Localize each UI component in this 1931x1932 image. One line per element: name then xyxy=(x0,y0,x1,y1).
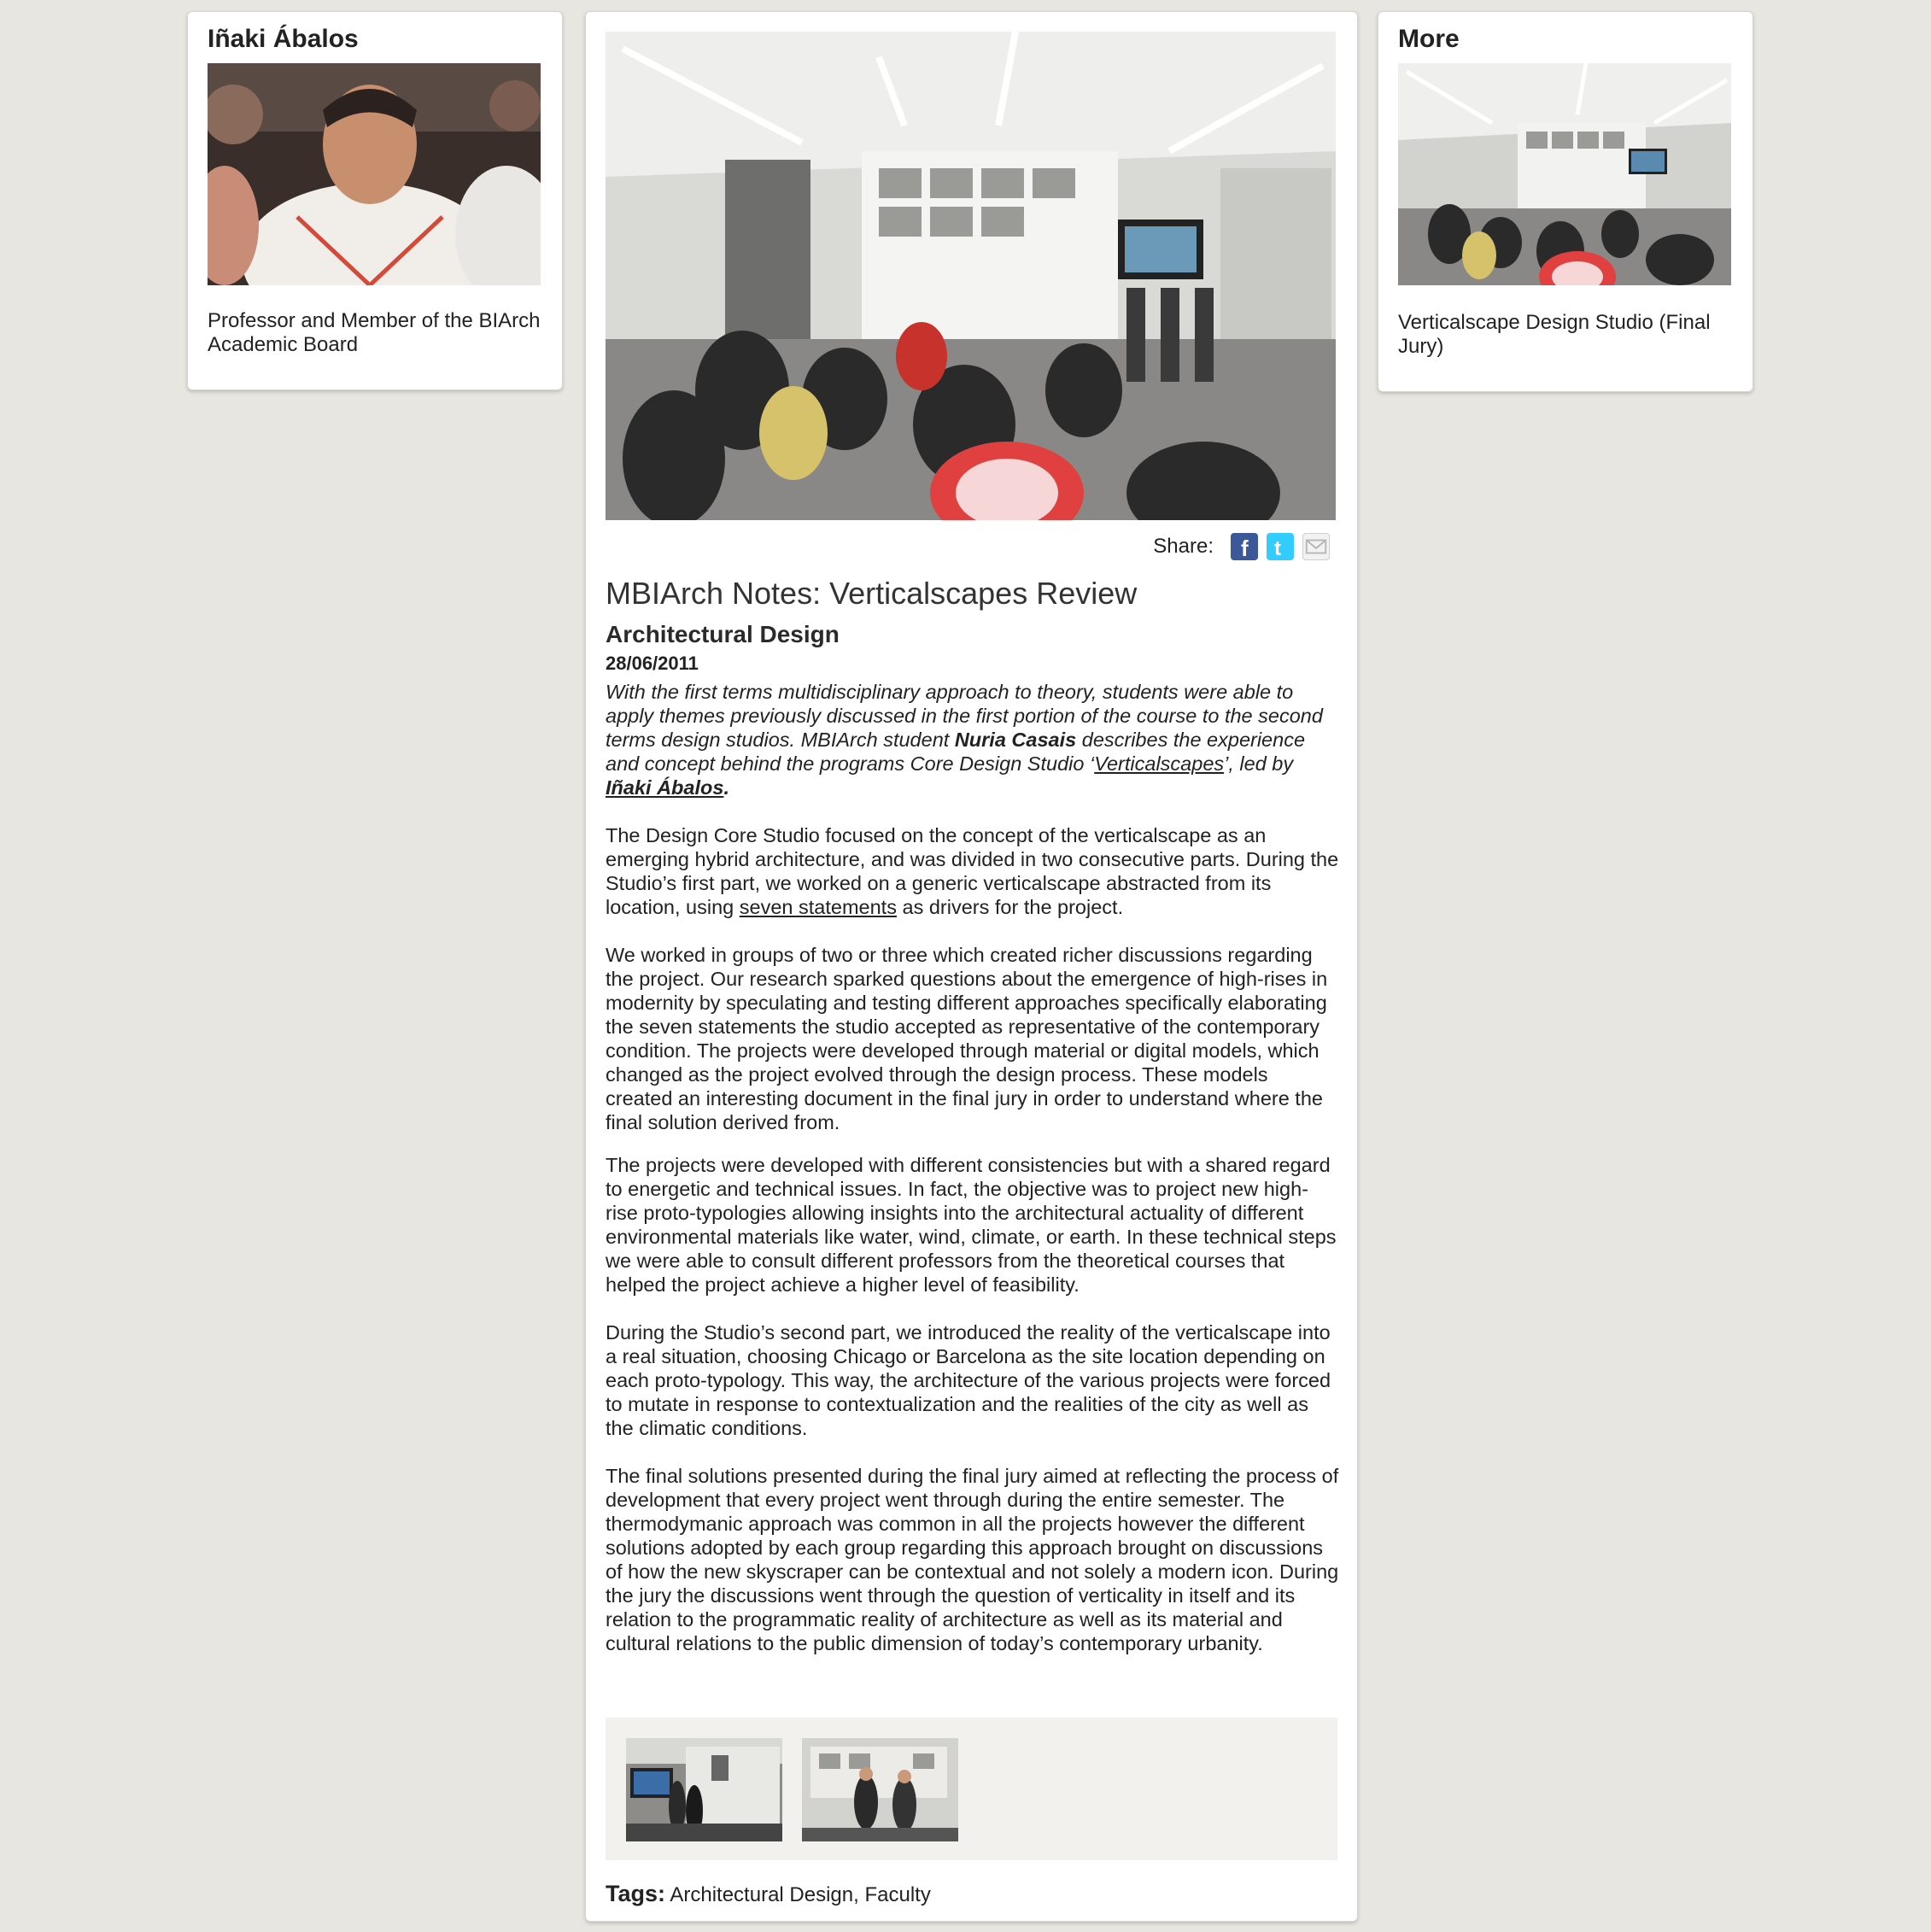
tags-label: Tags: xyxy=(606,1881,666,1906)
svg-text:t: t xyxy=(1274,537,1281,560)
more-caption[interactable]: Verticalscape Design Studio (Final Jury) xyxy=(1398,311,1711,358)
tag-separator: , xyxy=(853,1883,865,1906)
svg-text:f: f xyxy=(1241,536,1249,560)
tag-link[interactable]: Faculty xyxy=(864,1883,931,1906)
gallery-thumbnail[interactable] xyxy=(626,1738,782,1841)
article-body xyxy=(606,576,1340,1679)
twitter-icon[interactable] xyxy=(1267,533,1294,560)
tag-link[interactable]: Architectural Design xyxy=(670,1883,854,1906)
more-title: More xyxy=(1398,25,1460,53)
gallery-thumbnail[interactable] xyxy=(802,1738,958,1841)
paragraph-text: as drivers for the project. xyxy=(896,896,1124,918)
article-title: MBIArch Notes: Verticalscapes Review xyxy=(606,576,1138,611)
studio-review-image xyxy=(606,32,1336,520)
paragraph-2: We worked in groups of two or three which created richer discussions regarding the project. Our research sparked questions about the emergence of high-rises in modernity by speculating and testing different approaches specifically elaborating the seven statements the studio accepted as representative of the contemporary condition. The projects were developed through material or digital models, which changed as the project evolved through the design process. These models created an interesting document in the final jury in order to understand where the final solution derived from. xyxy=(606,944,1328,1133)
profile-photo[interactable] xyxy=(208,63,541,285)
gallery-image xyxy=(626,1738,782,1841)
gallery-image xyxy=(802,1738,958,1841)
photo-gallery xyxy=(606,1718,1337,1860)
paragraph-1 xyxy=(606,823,1340,919)
article-date: 28/06/2011 xyxy=(606,653,699,674)
article-intro xyxy=(606,680,1340,799)
intro-text: ’, led by xyxy=(1224,752,1294,775)
author-link[interactable]: Iñaki Ábalos xyxy=(606,776,724,799)
profile-card xyxy=(187,11,563,390)
profile-name[interactable]: Iñaki Ábalos xyxy=(208,25,359,53)
email-icon[interactable] xyxy=(1302,533,1330,560)
paragraph-3: The projects were developed with different consistencies but with a shared regard to energetic and technical issues. In fact, the objective was to project new high-rise proto-typologies allowing insights into the architectural actuality of different environmental materials like water, wind, climate, or earth. In these technical steps we were able to consult different professors from the theoretical courses that helped the project achieve a higher level of feasibility. xyxy=(606,1154,1337,1296)
intro-text: With the first terms multidisciplinary approach to theory, students were able to apply themes previously discussed in the first portion of the course to the second terms design studios. MBIArch student xyxy=(606,681,1323,751)
tags-line xyxy=(606,1881,931,1907)
portrait-image xyxy=(208,63,541,285)
student-name: Nuria Casais xyxy=(954,729,1077,751)
paragraph-4: During the Studio’s second part, we introduced the reality of the verticalscape into a real situation, choosing Chicago or Barcelona as the site location depending on each proto-typology. This way, the architecture of the various projects were forced to mutate in response to contextualization and the realities of the city as well as the climatic conditions. xyxy=(606,1321,1331,1439)
hero-photo[interactable] xyxy=(606,32,1336,520)
profile-caption: Professor and Member of the BIArch Academic Board xyxy=(208,309,541,356)
more-photo[interactable] xyxy=(1398,63,1731,285)
article-category: Architectural Design xyxy=(606,621,840,647)
seven-statements-link[interactable]: seven statements xyxy=(739,896,897,918)
paragraph-5: The final solutions presented during the final jury aimed at reflecting the process of development that every project went through during the entire semester. The thermodymanic approach was common in all the projects however the different solutions adopted by each group regarding this approach brought on discussions of how the new skyscraper can be contextual and not solely a modern icon. During the jury the discussions went through the question of verticality in itself and its relation to the programmatic reality of architecture as well as its material and cultural relations to the public dimension of today’s contemporary urbanity. xyxy=(606,1465,1339,1654)
verticalscapes-link[interactable]: Verticalscapes xyxy=(1094,752,1225,775)
facebook-icon[interactable] xyxy=(1231,533,1258,560)
final-jury-image xyxy=(1398,63,1731,285)
intro-text: describes the experience and concept behind the programs Core Design Studio ‘ xyxy=(606,729,1306,775)
share-label: Share: xyxy=(1153,535,1214,558)
article-card xyxy=(585,11,1358,1922)
share-bar xyxy=(1153,533,1330,560)
intro-text: . xyxy=(723,776,729,799)
paragraph-text: The Design Core Studio focused on the concept of the verticalscape as an emerging hybrid architecture, and was divided in two consecutive parts. During the Studio’s first part, we worked on a generic verticalscape abstracted from its location, using xyxy=(606,824,1339,918)
more-card xyxy=(1378,11,1753,392)
